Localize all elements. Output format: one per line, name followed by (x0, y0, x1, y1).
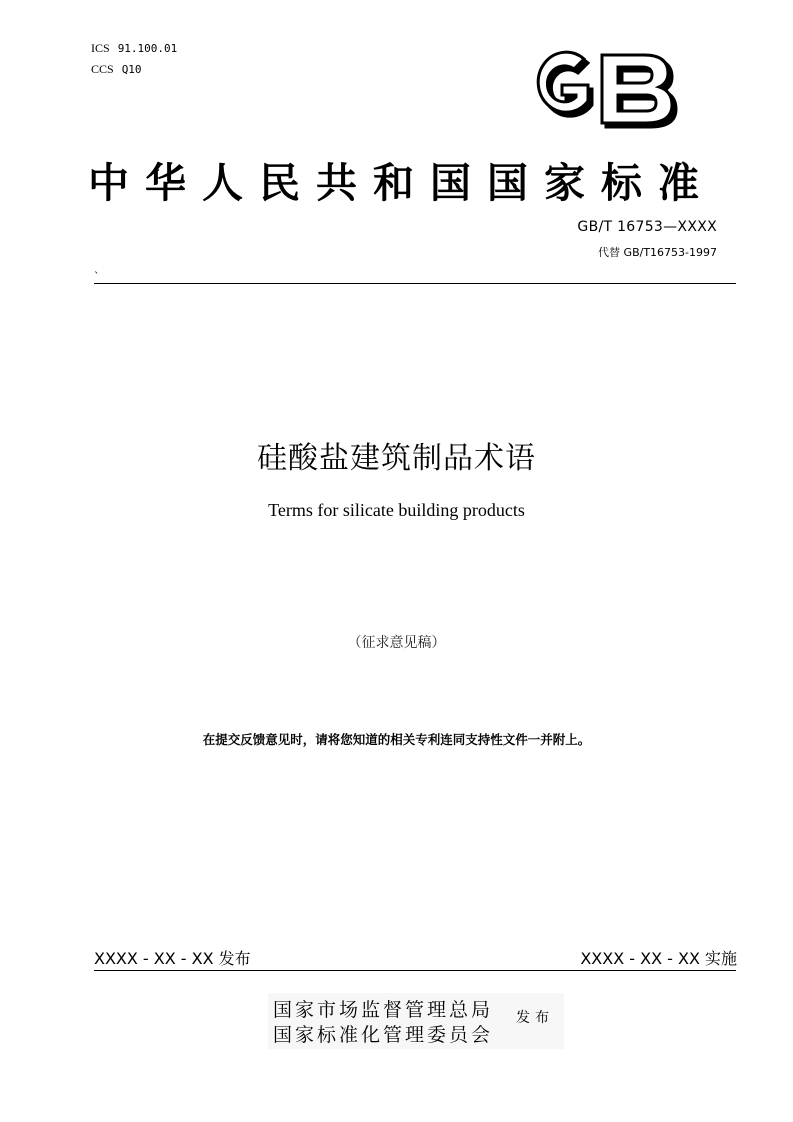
standard-number: GB/T 16753—XXXX (577, 219, 717, 235)
issuer-samr: 国家市场监督管理总局 (273, 999, 494, 1021)
issuing-authorities (268, 993, 564, 1049)
ics-code (91, 38, 177, 59)
document-title-chinese: 硅酸盐建筑制品术语 (257, 441, 536, 476)
stray-mark: ` (94, 270, 100, 283)
replaces-standard: 代替 GB/T16753-1997 (598, 246, 717, 259)
ccs-code (91, 59, 177, 80)
ics-value: 91.100.01 (117, 42, 178, 55)
draft-status: （征求意见稿） (347, 635, 446, 651)
footer-divider (94, 970, 736, 971)
document-title-english: Terms for silicate building products (268, 500, 525, 520)
issuing-country-title: 中华人民共和国国家标准 (88, 159, 715, 207)
classification-codes (91, 38, 177, 80)
issuer-sac: 国家标准化管理委员会 (273, 1024, 494, 1046)
ics-label: ICS (91, 41, 110, 55)
header-divider (94, 283, 736, 284)
implement-date: XXXX - XX - XX 实施 (580, 949, 737, 968)
publish-date: XXXX - XX - XX 发布 (94, 949, 251, 968)
issued-label: 发布 (516, 1010, 554, 1026)
gb-logo (518, 45, 678, 131)
ccs-label: CCS (91, 62, 114, 76)
patent-notice: 在提交反馈意见时，请将您知道的相关专利连同支持性文件一并附上。 (202, 732, 591, 747)
ccs-value: Q10 (121, 63, 142, 76)
